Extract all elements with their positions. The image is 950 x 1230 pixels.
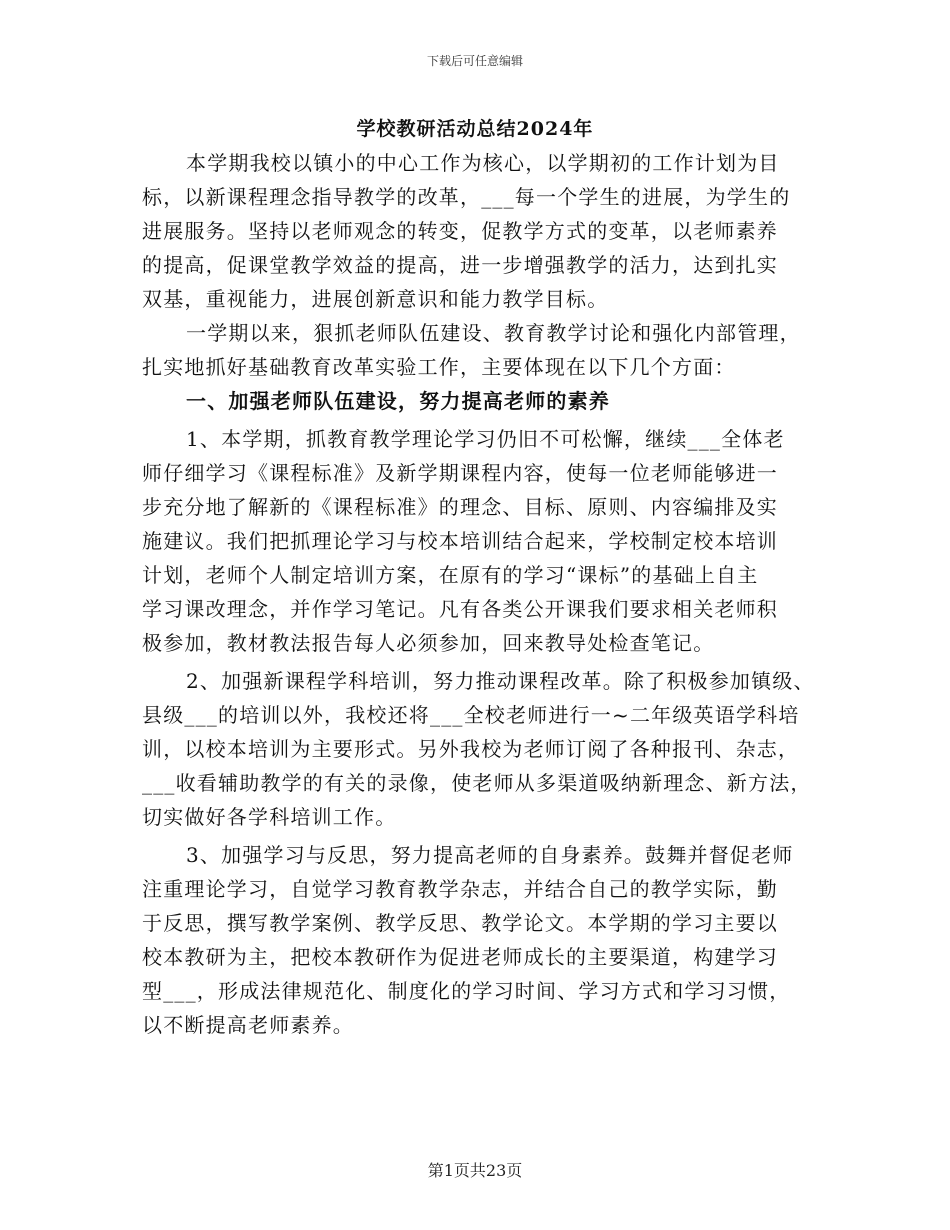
text-line: 于反思，撰写教学案例、教学反思、教学论文。本学期的学习主要以 [142, 911, 778, 935]
text-line: 切实做好各学科培训工作。 [142, 805, 397, 829]
section-heading: 一、加强老师队伍建设，努力提高老师的素养 [186, 389, 610, 413]
text-line: 施建议。我们把抓理论学习与校本培训结合起来，学校制定校本培训 [142, 529, 778, 553]
text-line: 的提高，促课堂教学效益的提高，进一步增强教学的活力，达到扎实 [142, 253, 778, 277]
text-line: 进展服务。坚持以老师观念的转变，促教学方式的变革，以老师素养 [142, 219, 778, 243]
text-line: 3、加强学习与反思，努力提高老师的自身素养。鼓舞并督促老师 [186, 843, 794, 867]
text-line: 2、加强新课程学科培训，努力推动课程改革。除了积极参加镇级、 [186, 669, 815, 693]
text-line: 师仔细学习《课程标准》及新学期课程内容，使每一位老师能够进一 [142, 461, 778, 485]
header-note: 下载后可任意编辑 [426, 54, 523, 68]
text-line: 步充分地了解新的《课程标准》的理念、目标、原则、内容编排及实 [142, 495, 778, 519]
document-body [142, 146, 817, 1042]
page-number-footer: 第1页共23页 [427, 1161, 523, 1180]
text-line: 校本教研为主，把校本教研作为促进老师成长的主要渠道，构建学习 [142, 945, 778, 969]
text-line: 双基，重视能力，进展创新意识和能力教学目标。 [142, 287, 609, 311]
text-line: 训，以校本培训为主要形式。另外我校为老师订阅了各种报刊、杂志， [142, 737, 800, 761]
text-line: 一学期以来，狠抓老师队伍建设、教育教学讨论和强化内部管理， [186, 321, 801, 345]
text-line: 注重理论学习，自觉学习教育教学杂志，并结合自己的教学实际，勤 [142, 877, 778, 901]
text-line: 县级___的培训以外，我校还将___全校老师进行一~二年级英语学科培 [142, 703, 800, 727]
text-line: ___收看辅助教学的有关的录像，使老师从多渠道吸纳新理念、新方法， [142, 771, 812, 795]
text-line: 计划，老师个人制定培训方案，在原有的学习“课标”的基础上自主 [142, 563, 759, 587]
text-line: 扎实地抓好基础教育改革实验工作，主要体现在以下几个方面： [142, 355, 736, 379]
text-line: 学习课改理念，并作学习笔记。凡有各类公开课我们要求相关老师积 [142, 597, 778, 621]
text-line: 标，以新课程理念指导教学的改革，___每一个学生的进展，为学生的 [142, 185, 791, 209]
text-line: 以不断提高老师素养。 [142, 1013, 354, 1037]
text-line: 1、本学期，抓教育教学理论学习仍旧不可松懈，继续___全体老 [186, 427, 785, 451]
text-line: 型___，形成法律规范化、制度化的学习时间、学习方式和学习习惯， [142, 979, 791, 1003]
document-title: 学校教研活动总结2024年 [356, 118, 594, 140]
text-line: 本学期我校以镇小的中心工作为核心，以学期初的工作计划为目 [186, 151, 780, 175]
text-line: 极参加，教材教法报告每人必须参加，回来教导处检查笔记。 [142, 631, 715, 655]
